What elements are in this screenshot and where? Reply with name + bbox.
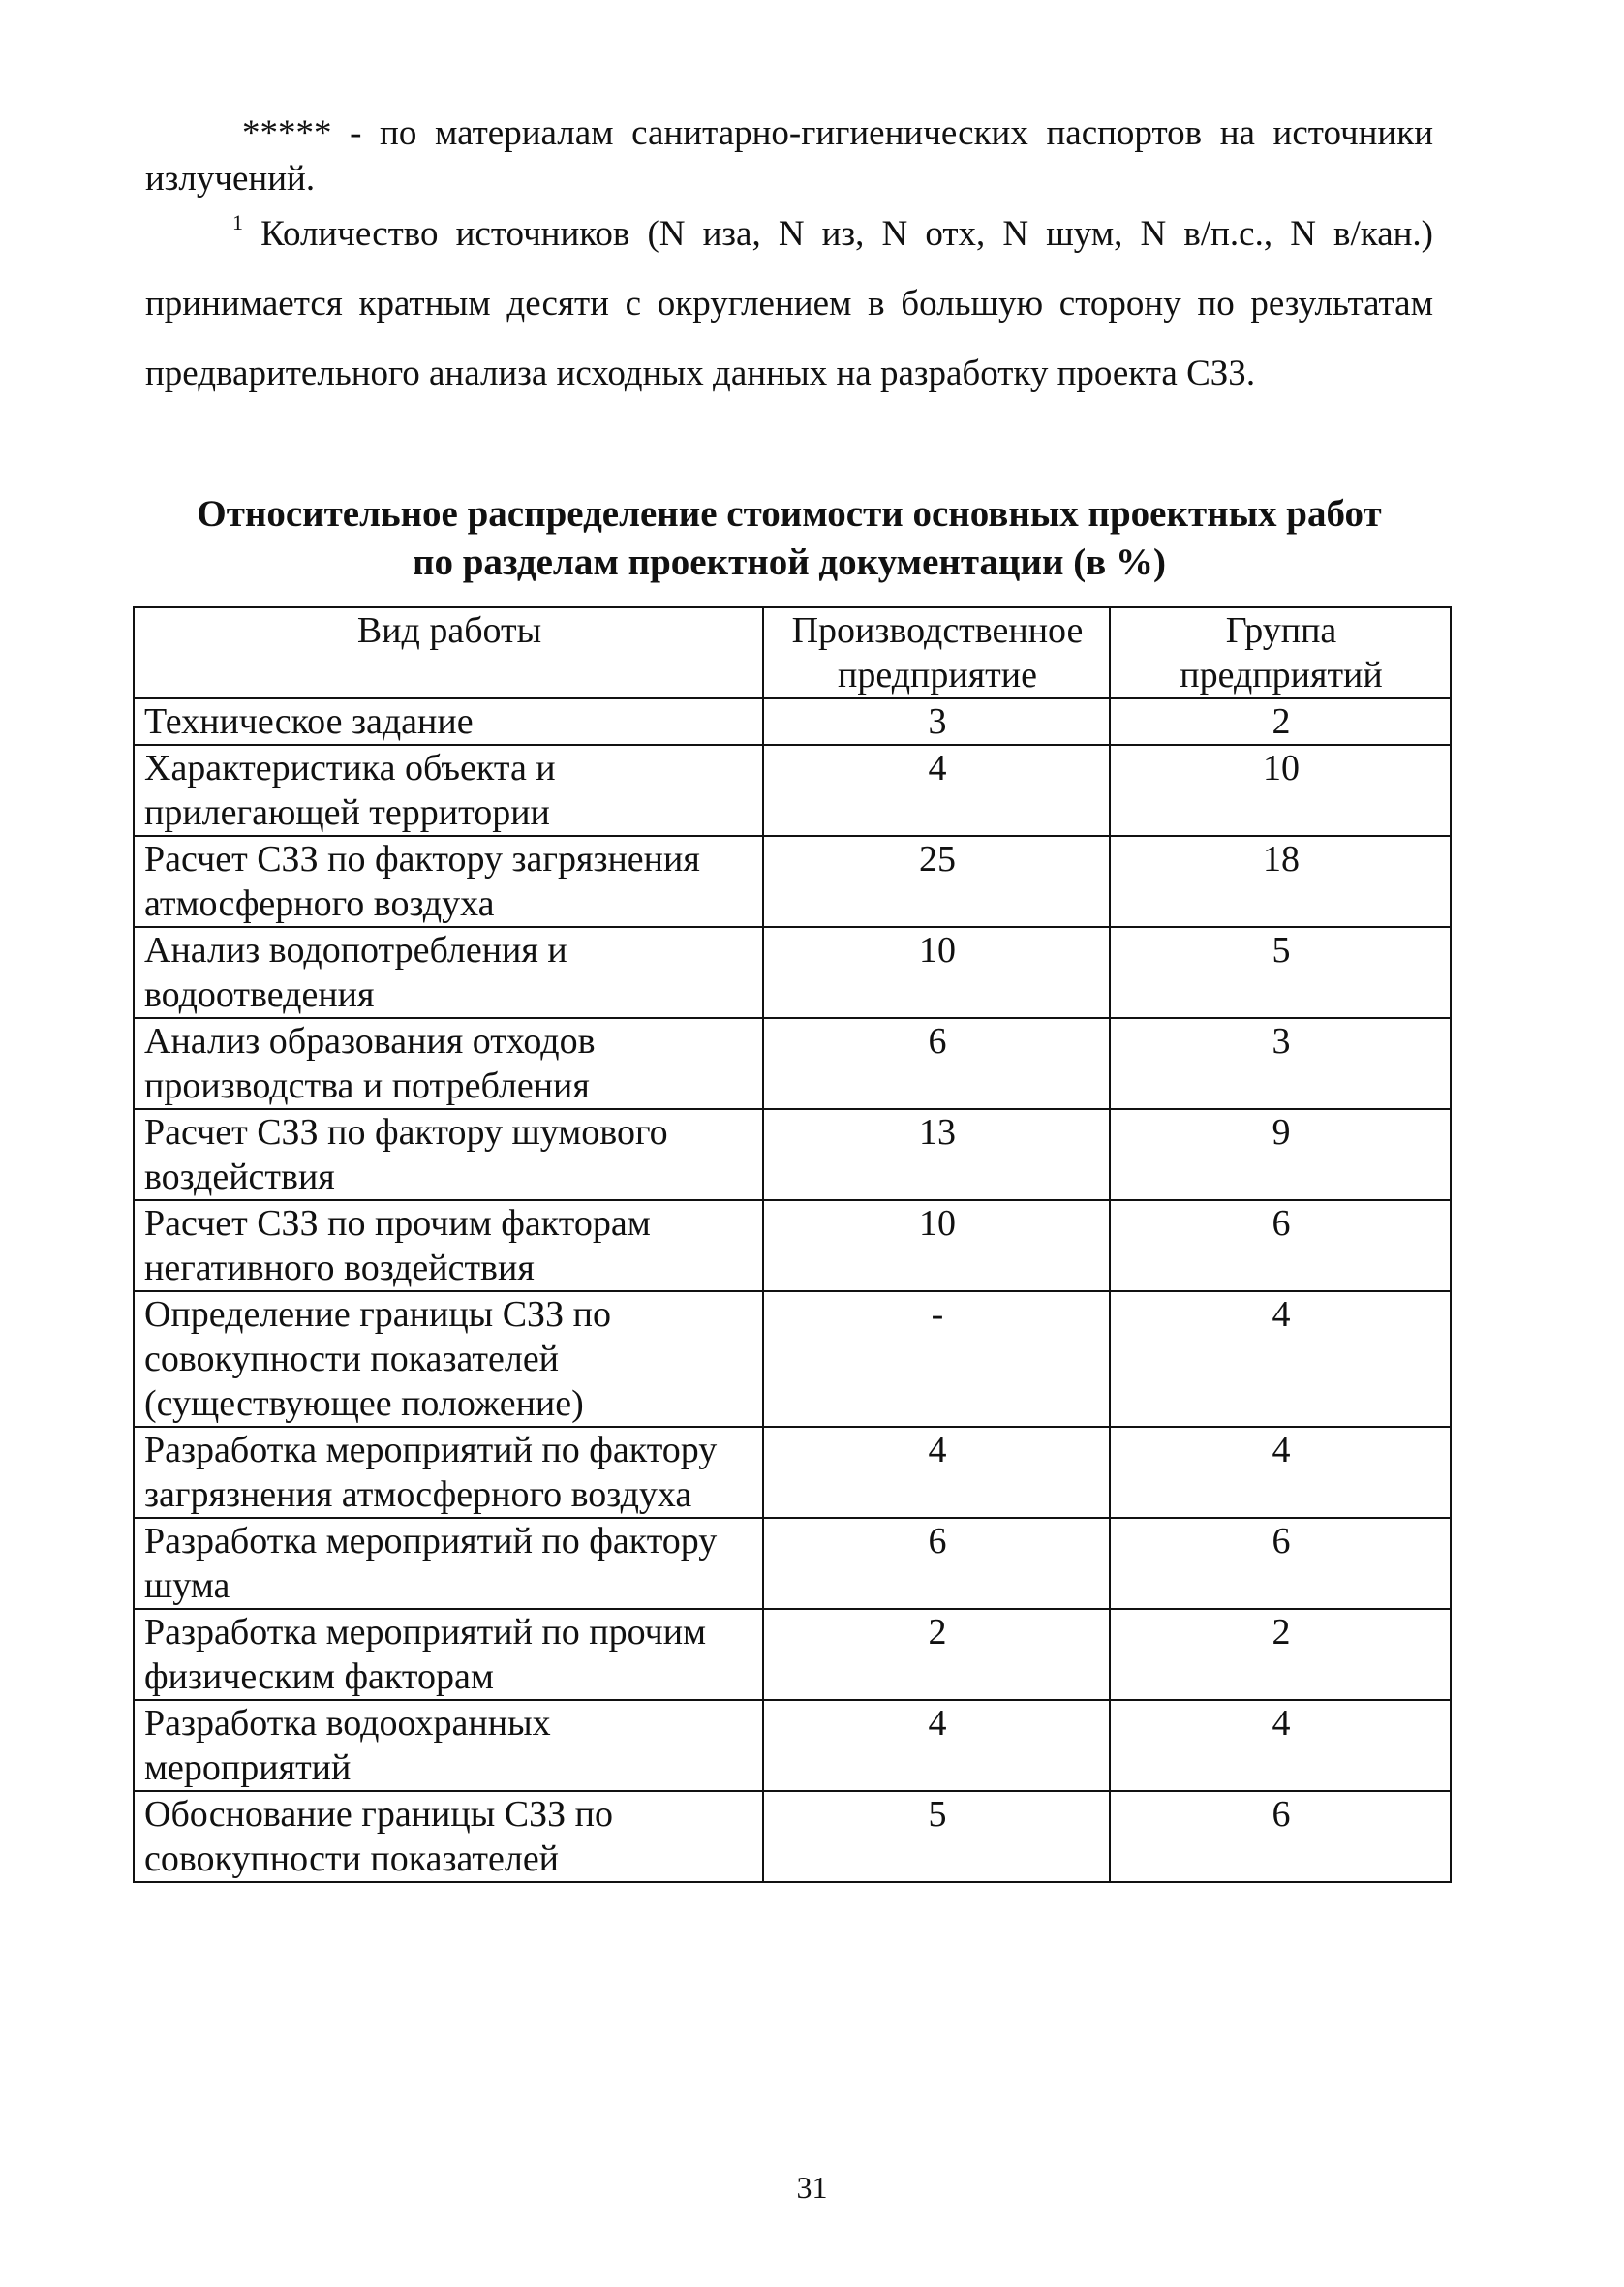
single-enterprise-cell: - [763,1291,1110,1427]
table-row [134,1018,1451,1109]
table-row [134,1291,1451,1427]
work-type-cell: Разработка мероприятий по фактору шума [134,1518,763,1609]
note-stars-mark: ***** [242,113,332,153]
header-enterprise-group: Группа предприятий [1110,607,1451,698]
enterprise-group-cell: 9 [1110,1109,1451,1200]
work-type-cell: Обоснование границы СЗЗ по совокупности показателей [134,1791,763,1882]
work-type-cell: Анализ образования отходов производства и потребления [134,1018,763,1109]
table-row [134,836,1451,927]
work-type-cell: Разработка мероприятий по прочим физическим факторам [134,1609,763,1700]
enterprise-group-cell: 4 [1110,1700,1451,1791]
header-work-type: Вид работы [134,607,763,698]
single-enterprise-cell: 13 [763,1109,1110,1200]
cost-distribution-table [133,606,1452,1883]
table-row [134,1791,1451,1882]
table-header-row [134,607,1451,698]
footnote-marker: 1 [232,210,243,234]
work-type-cell: Определение границы СЗЗ по совокупности показателей (существующее положение) [134,1291,763,1427]
single-enterprise-cell: 3 [763,698,1110,745]
enterprise-group-cell: 4 [1110,1427,1451,1518]
single-enterprise-cell: 6 [763,1518,1110,1609]
table-row [134,927,1451,1018]
single-enterprise-cell: 4 [763,1427,1110,1518]
table-title-line-1: Относительное распределение стоимости основных проектных работ [197,493,1382,535]
single-enterprise-cell: 4 [763,1700,1110,1791]
enterprise-group-cell: 2 [1110,1609,1451,1700]
note-stars [145,110,1433,201]
single-enterprise-cell: 6 [763,1018,1110,1109]
work-type-cell: Анализ водопотребления и водоотведения [134,927,763,1018]
table-title [145,490,1433,587]
work-type-cell: Расчет СЗЗ по фактору шумового воздействия [134,1109,763,1200]
table-row [134,1109,1451,1200]
enterprise-group-cell: 5 [1110,927,1451,1018]
table-row [134,745,1451,836]
work-type-cell: Характеристика объекта и прилегающей территории [134,745,763,836]
work-type-cell: Расчет СЗЗ по фактору загрязнения атмосферного воздуха [134,836,763,927]
enterprise-group-cell: 6 [1110,1791,1451,1882]
single-enterprise-cell: 4 [763,745,1110,836]
enterprise-group-cell: 18 [1110,836,1451,927]
table-row [134,1609,1451,1700]
work-type-cell: Разработка водоохранных мероприятий [134,1700,763,1791]
enterprise-group-cell: 4 [1110,1291,1451,1427]
table-row [134,1518,1451,1609]
footnote-text: Количество источников (N иза, N из, N отх, N шум, N в/п.с., N в/кан.) принимается кратным десяти с округлением в большую сторону по результатам предварительного анализа исходных данных на разработку проекта СЗЗ. [145,214,1433,393]
work-type-cell: Расчет СЗЗ по прочим факторам негативного воздействия [134,1200,763,1291]
table-row [134,698,1451,745]
work-type-cell: Разработка мероприятий по фактору загрязнения атмосферного воздуха [134,1427,763,1518]
header-single-enterprise: Производственное предприятие [763,607,1110,698]
single-enterprise-cell: 25 [763,836,1110,927]
footnote-1 [145,200,1433,409]
single-enterprise-cell: 2 [763,1609,1110,1700]
table-title-line-2: по разделам проектной документации (в %) [413,541,1166,583]
table-row [134,1700,1451,1791]
note-stars-text: - по материалам санитарно-гигиенических паспортов на источники излучений. [145,113,1433,199]
enterprise-group-cell: 6 [1110,1200,1451,1291]
enterprise-group-cell: 6 [1110,1518,1451,1609]
single-enterprise-cell: 10 [763,1200,1110,1291]
single-enterprise-cell: 5 [763,1791,1110,1882]
table-body [134,698,1451,1882]
enterprise-group-cell: 3 [1110,1018,1451,1109]
enterprise-group-cell: 10 [1110,745,1451,836]
enterprise-group-cell: 2 [1110,698,1451,745]
table-row [134,1200,1451,1291]
single-enterprise-cell: 10 [763,927,1110,1018]
table-row [134,1427,1451,1518]
page-number: 31 [796,2170,828,2205]
work-type-cell: Техническое задание [134,698,763,745]
